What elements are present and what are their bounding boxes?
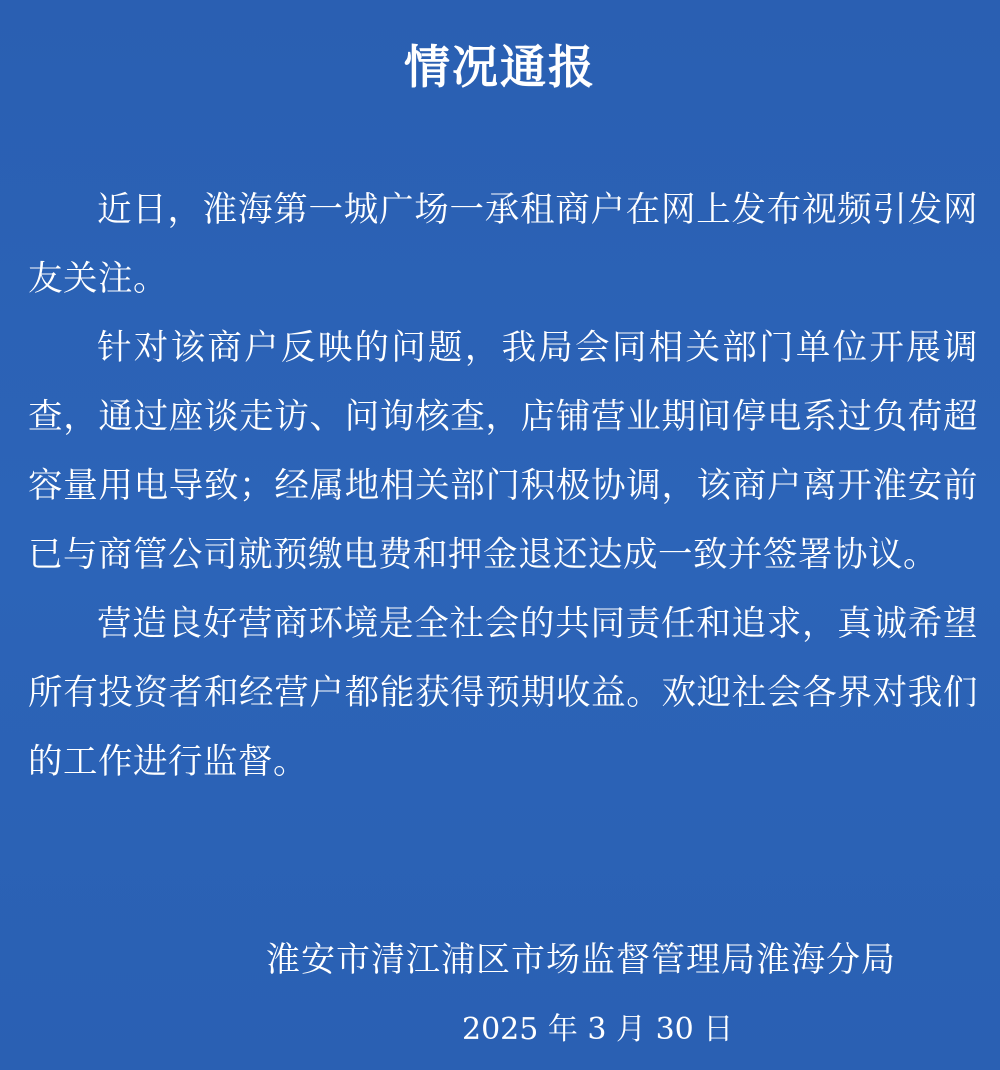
issuing-authority: 淮安市清江浦区市场监督管理局淮海分局: [266, 940, 896, 980]
paragraph-3: 营造良好营商环境是全社会的共同责任和追求，真诚希望所有投资者和经营户都能获得预期收益。欢迎社会各界对我们的工作进行监督。: [28, 604, 978, 782]
notice-title: 情况通报: [404, 40, 596, 94]
paragraph-1: 近日，淮海第一城广场一承租商户在网上发布视频引发网友关注。: [28, 190, 978, 299]
notice-body: [28, 176, 978, 797]
paragraph-2: 针对该商户反映的问题，我局会同相关部门单位开展调查，通过座谈走访、问询核查，店铺营业期间停电系过负荷超容量用电导致；经属地相关部门积极协调，该商户离开淮安前已与商管公司就预缴电费和押金退还达成一致并签署协议。: [28, 328, 978, 575]
issue-date: 2025 年 3 月 30 日: [462, 1012, 734, 1047]
